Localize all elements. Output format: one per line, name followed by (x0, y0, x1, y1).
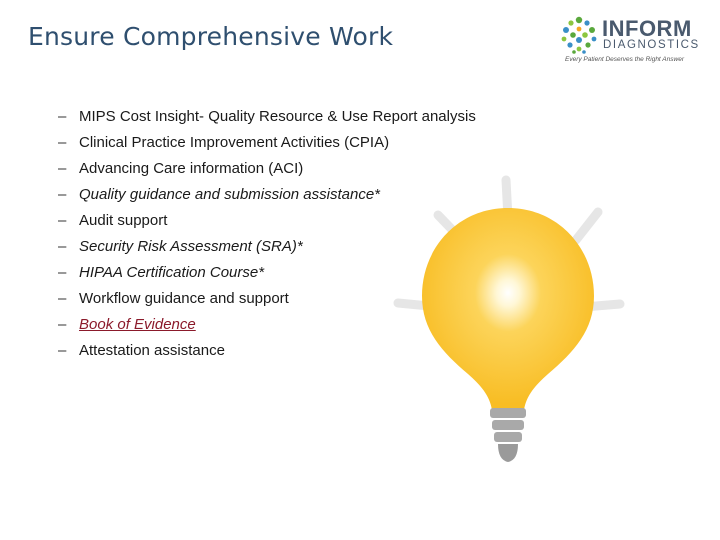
logo-tagline: Every Patient Deserves the Right Answer (565, 56, 684, 63)
bullet-dash: – (58, 212, 67, 229)
bullet-dash: – (58, 186, 67, 203)
bullet-dash: – (58, 290, 67, 307)
logo-dots-icon (558, 14, 600, 56)
bullet-text: HIPAA Certification Course* (79, 264, 265, 281)
bullet-text: Workflow guidance and support (79, 290, 289, 307)
bulb-base-ring (494, 432, 522, 442)
bulb-glass (422, 208, 594, 410)
bullet-text: Audit support (79, 212, 168, 229)
bullet-dash: – (58, 238, 67, 255)
logo-word-inform: INFORM (602, 16, 692, 41)
bulb-base-ring (492, 420, 524, 430)
bullet-dash: – (58, 342, 67, 359)
slide-title: Ensure Comprehensive Work (28, 22, 394, 51)
bulb-base-ring (490, 408, 526, 418)
bullet-dash: – (58, 160, 67, 177)
book-of-evidence-link[interactable]: Book of Evidence (79, 316, 196, 333)
bullet-text: Advancing Care information (ACI) (79, 160, 304, 177)
bullet-dash: – (58, 108, 67, 125)
logo-word-diagnostics: DIAGNOSTICS (603, 39, 700, 51)
bulb-base-tip (498, 444, 518, 462)
bullet-text: MIPS Cost Insight- Quality Resource & Use Report analysis (79, 108, 476, 125)
lightbulb-icon (388, 170, 628, 480)
bullet-text: Clinical Practice Improvement Activities (CPIA) (79, 134, 390, 151)
bullet-text: Quality guidance and submission assistance* (79, 186, 381, 203)
bullet-text: Security Risk Assessment (SRA)* (79, 238, 303, 255)
bullet-item (58, 132, 528, 158)
bullet-dash: – (58, 134, 67, 151)
bullet-item (58, 106, 528, 132)
bullet-text: Attestation assistance (79, 342, 225, 359)
inform-diagnostics-logo (558, 14, 708, 68)
bullet-dash: – (58, 316, 67, 333)
bullet-dash: – (58, 264, 67, 281)
